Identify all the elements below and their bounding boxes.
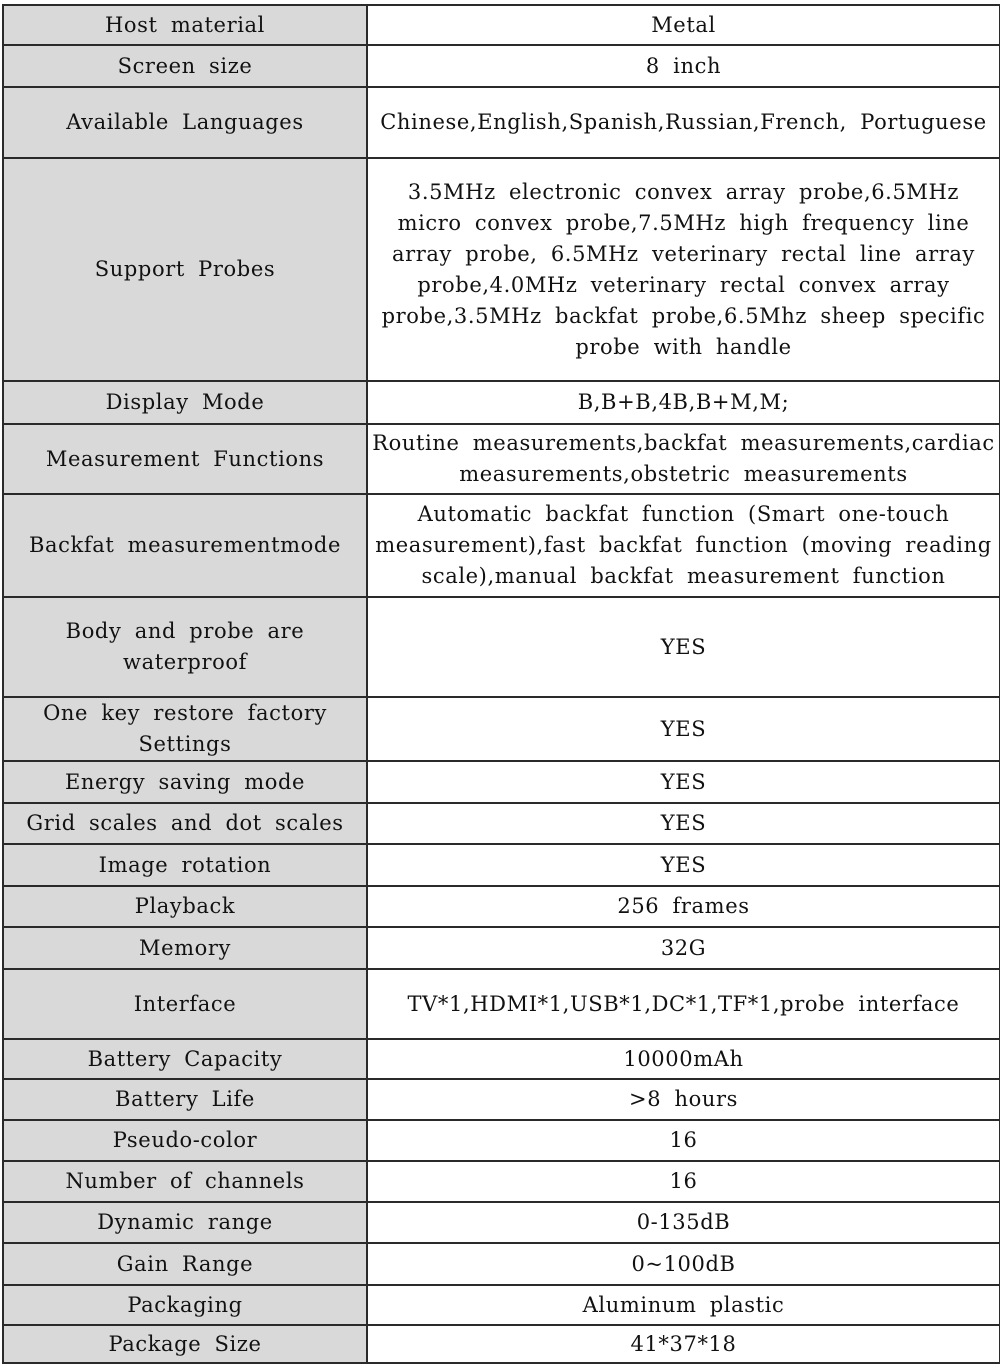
spec-value-cell: 0-135dB xyxy=(367,1202,1000,1243)
spec-value-cell: 8 inch xyxy=(367,45,1000,87)
spec-label-cell: Memory xyxy=(3,927,367,969)
spec-label-cell: Available Languages xyxy=(3,87,367,158)
spec-label-cell: Display Mode xyxy=(3,381,367,424)
table-row xyxy=(3,1202,1000,1243)
spec-label-cell: Body and probe are waterproof xyxy=(3,597,367,697)
spec-label-cell: Battery Capacity xyxy=(3,1039,367,1079)
table-row xyxy=(3,1120,1000,1161)
table-row xyxy=(3,45,1000,87)
spec-value-cell: YES xyxy=(367,844,1000,886)
spec-value-cell: 16 xyxy=(367,1120,1000,1161)
spec-label-cell: Gain Range xyxy=(3,1243,367,1285)
table-row xyxy=(3,1161,1000,1202)
spec-value-cell: Aluminum plastic xyxy=(367,1285,1000,1325)
spec-label-cell: Screen size xyxy=(3,45,367,87)
spec-value-cell: Automatic backfat function (Smart one-touch measurement),fast backfat function (moving reading scale),manual backfat measurement function xyxy=(367,494,1000,597)
spec-value-cell: 32G xyxy=(367,927,1000,969)
spec-value-cell: 256 frames xyxy=(367,886,1000,927)
spec-label-cell: Grid scales and dot scales xyxy=(3,803,367,844)
spec-value-cell: Metal xyxy=(367,5,1000,45)
spec-label-cell: Interface xyxy=(3,969,367,1039)
spec-value-cell: 16 xyxy=(367,1161,1000,1202)
spec-label-cell: Packaging xyxy=(3,1285,367,1325)
spec-value-cell: B,B+B,4B,B+M,M; xyxy=(367,381,1000,424)
spec-label-cell: Battery Life xyxy=(3,1079,367,1120)
spec-value-cell: 3.5MHz electronic convex array probe,6.5MHz micro convex probe,7.5MHz high frequency line array probe, 6.5MHz veterinary rectal line array probe,4.0MHz veterinary rectal convex array probe,3.5MHz backfat probe,6.5Mhz sheep specific probe with handle xyxy=(367,158,1000,381)
table-row xyxy=(3,5,1000,45)
table-row xyxy=(3,969,1000,1039)
spec-value-cell: YES xyxy=(367,697,1000,761)
table-row xyxy=(3,886,1000,927)
table-row xyxy=(3,1325,1000,1363)
spec-value-cell: >8 hours xyxy=(367,1079,1000,1120)
spec-label-cell: Backfat measurementmode xyxy=(3,494,367,597)
spec-value-cell: YES xyxy=(367,761,1000,803)
table-row xyxy=(3,158,1000,381)
table-row xyxy=(3,87,1000,158)
spec-label-cell: Image rotation xyxy=(3,844,367,886)
spec-label-cell: Number of channels xyxy=(3,1161,367,1202)
spec-label-cell: Host material xyxy=(3,5,367,45)
table-row xyxy=(3,1243,1000,1285)
table-row xyxy=(3,927,1000,969)
spec-value-cell: Chinese,English,Spanish,Russian,French, Portuguese xyxy=(367,87,1000,158)
spec-value-cell: YES xyxy=(367,597,1000,697)
spec-label-cell: Energy saving mode xyxy=(3,761,367,803)
table-row xyxy=(3,1079,1000,1120)
spec-label-cell: Measurement Functions xyxy=(3,424,367,494)
table-row xyxy=(3,1039,1000,1079)
spec-label-cell: Dynamic range xyxy=(3,1202,367,1243)
spec-value-cell: 10000mAh xyxy=(367,1039,1000,1079)
spec-label-cell: Pseudo-color xyxy=(3,1120,367,1161)
spec-value-cell: Routine measurements,backfat measurements,cardiac measurements,obstetric measurements xyxy=(367,424,1000,494)
spec-value-cell: YES xyxy=(367,803,1000,844)
table-row xyxy=(3,381,1000,424)
spec-label-cell: Package Size xyxy=(3,1325,367,1363)
table-row xyxy=(3,424,1000,494)
table-row xyxy=(3,761,1000,803)
spec-label-cell: One key restore factory Settings xyxy=(3,697,367,761)
spec-label-cell: Playback xyxy=(3,886,367,927)
table-row xyxy=(3,803,1000,844)
table-row xyxy=(3,697,1000,761)
spec-table xyxy=(2,4,1000,1364)
spec-table-body xyxy=(3,5,1000,1363)
table-row xyxy=(3,494,1000,597)
table-row xyxy=(3,1285,1000,1325)
spec-value-cell: TV*1,HDMI*1,USB*1,DC*1,TF*1,probe interface xyxy=(367,969,1000,1039)
table-row xyxy=(3,597,1000,697)
spec-value-cell: 0~100dB xyxy=(367,1243,1000,1285)
spec-label-cell: Support Probes xyxy=(3,158,367,381)
table-row xyxy=(3,844,1000,886)
spec-value-cell: 41*37*18 xyxy=(367,1325,1000,1363)
